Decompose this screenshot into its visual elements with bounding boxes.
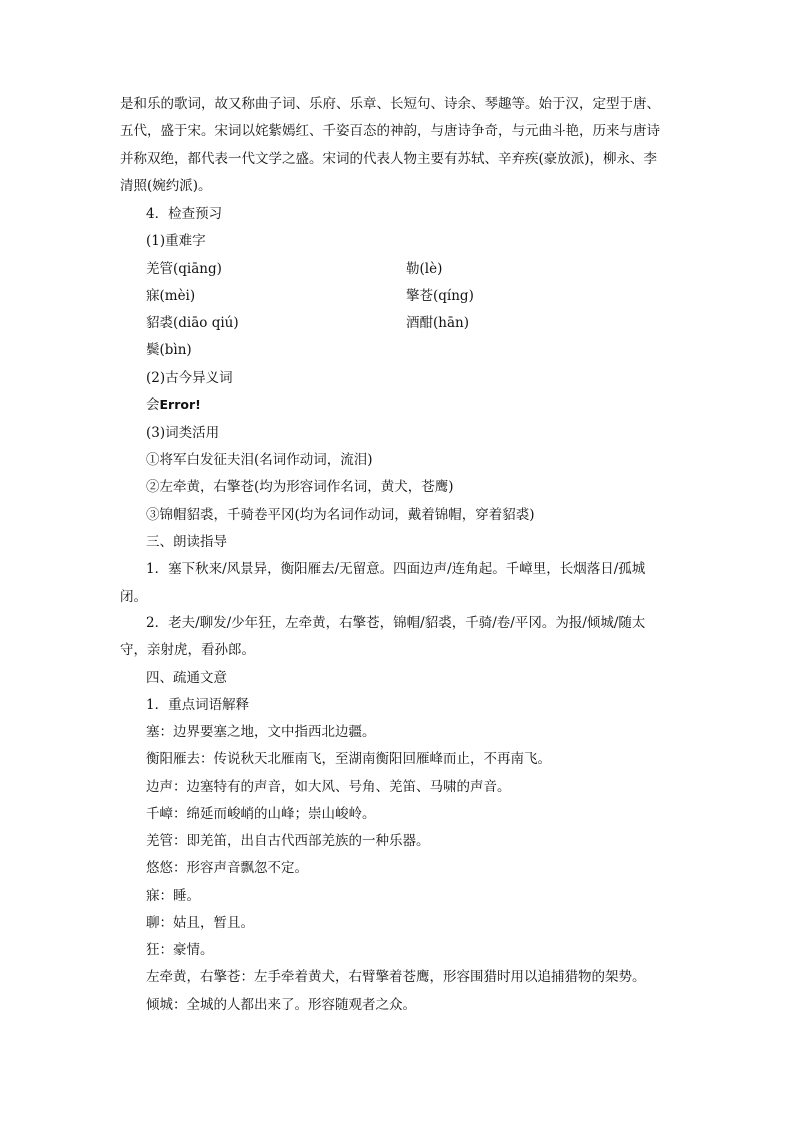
reading-p2-line1: 2．老夫/聊发/少年狂，左牵黄，右擎苍，锦帽/貂裘，千骑/卷/平冈。为报/倾城/随太 bbox=[146, 615, 646, 631]
usage-item: ③锦帽貂裘，千骑卷平冈(均为名词作动词，戴着锦帽，穿着貂裘) bbox=[146, 507, 535, 523]
error-line bbox=[146, 396, 201, 414]
usage-item: ①将军白发征夫泪(名词作动词，流泪) bbox=[146, 452, 373, 468]
sub-heading-difficult-chars: (1)重难字 bbox=[146, 233, 206, 249]
term-entry: 倾城：全城的人都出来了。形容随观者之众。 bbox=[146, 997, 416, 1013]
term-entry: 边声：边塞特有的声音，如大风、号角、羌笛、马啸的声音。 bbox=[146, 779, 511, 795]
char-entry: 擎苍(qíng) bbox=[406, 288, 474, 304]
intro-line-3: 并称双绝，都代表一代文学之盛。宋词的代表人物主要有苏轼、辛弃疾(豪放派)，柳永、李 bbox=[120, 151, 658, 167]
term-entry: 狂：豪情。 bbox=[146, 942, 214, 958]
usage-item: ②左牵黄，右擎苍(均为形容词作名词，黄犬，苍鹰) bbox=[146, 479, 454, 495]
reading-p1-line1: 1．塞下秋来/风景异，衡阳雁去/无留意。四面边声/连角起。千嶂里，长烟落日/孤城 bbox=[146, 561, 646, 577]
key-terms-heading: 1．重点词语解释 bbox=[146, 697, 250, 713]
sub-heading-word-usage: (3)词类活用 bbox=[146, 425, 220, 441]
intro-line-4: 清照(婉约派)。 bbox=[120, 178, 212, 194]
section-4-heading: 4．检查预习 bbox=[146, 206, 223, 222]
char-entry: 貂裘(diāo qiú) bbox=[146, 315, 239, 331]
error-text: Error! bbox=[159, 397, 201, 412]
term-entry: 衡阳雁去：传说秋天北雁南飞，至湖南衡阳回雁峰而止，不再南飞。 bbox=[146, 751, 551, 767]
char-entry: 勒(lè) bbox=[406, 261, 443, 277]
term-entry: 塞：边界要塞之地，文中指西北边疆。 bbox=[146, 724, 376, 740]
reading-p1-line2: 闭。 bbox=[120, 589, 147, 605]
reading-guide-heading: 三、朗读指导 bbox=[146, 534, 227, 550]
term-entry: 聊：姑且，暂且。 bbox=[146, 915, 254, 931]
char-entry: 寐(mèi) bbox=[146, 288, 196, 304]
char-entry: 鬓(bìn) bbox=[146, 342, 192, 358]
intro-line-2: 五代，盛于宋。宋词以姹紫嫣红、千姿百态的神韵，与唐诗争奇，与元曲斗艳，历来与唐诗 bbox=[120, 123, 660, 139]
term-entry: 左牵黄，右擎苍：左手牵着黄犬，右臂擎着苍鹰，形容围猎时用以追捕猎物的架势。 bbox=[146, 969, 646, 985]
reading-p2-line2: 守，亲射虎，看孙郎。 bbox=[120, 642, 255, 658]
char-entry: 酒酣(hān) bbox=[406, 315, 469, 331]
sub-heading-ancient-modern: (2)古今异义词 bbox=[146, 370, 233, 386]
intro-line-1: 是和乐的歌词，故又称曲子词、乐府、乐章、长短句、诗余、琴趣等。始于汉，定型于唐、 bbox=[120, 96, 660, 112]
term-entry: 千嶂：绵延而峻峭的山峰；崇山峻岭。 bbox=[146, 806, 376, 822]
term-entry: 寐：睡。 bbox=[146, 888, 200, 904]
char-entry: 羌管(qiāng) bbox=[146, 261, 222, 277]
error-prefix: 会 bbox=[146, 397, 160, 413]
meaning-heading: 四、疏通文意 bbox=[146, 670, 227, 686]
term-entry: 悠悠：形容声音飘忽不定。 bbox=[146, 860, 308, 876]
term-entry: 羌管：即羌笛，出自古代西部羌族的一种乐器。 bbox=[146, 833, 430, 849]
